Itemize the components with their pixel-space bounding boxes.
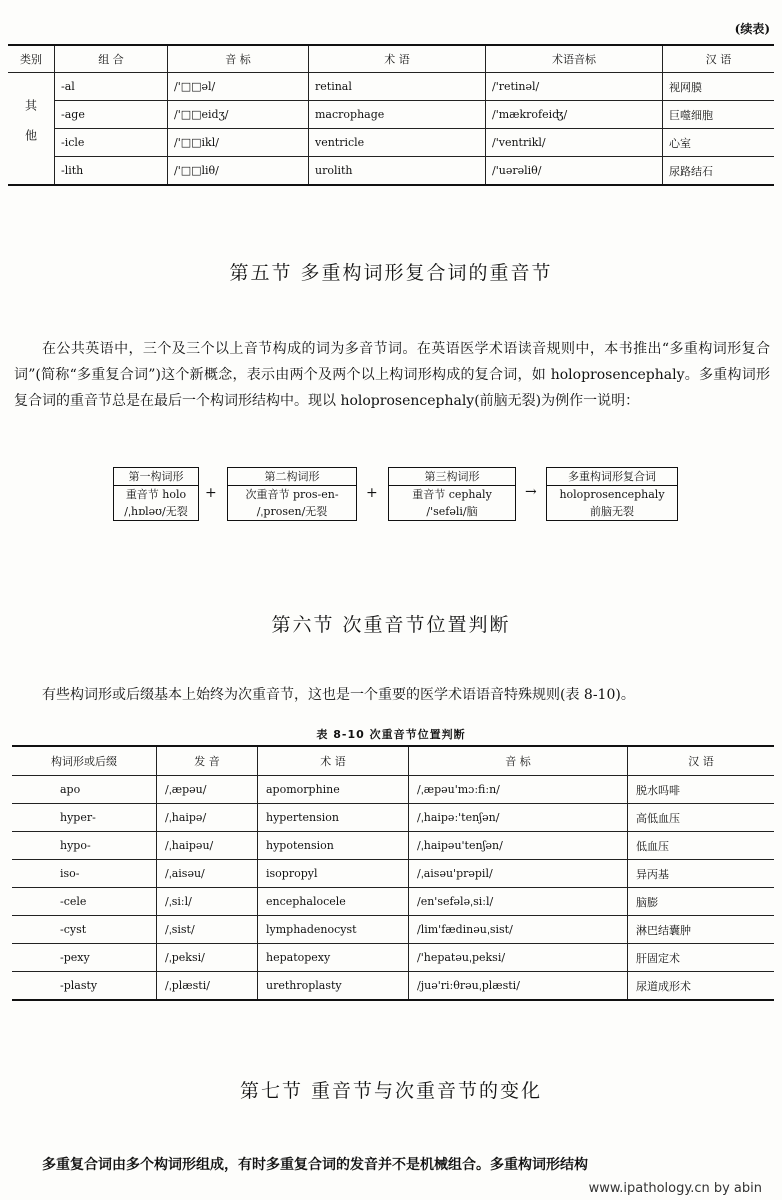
category-cell: 其他: [8, 73, 55, 186]
table-cell: /'retinəl/: [486, 73, 663, 101]
box-title: 第二构词形: [228, 468, 356, 486]
table-row: [12, 916, 774, 944]
table-row: [8, 129, 774, 157]
table-row: [12, 832, 774, 860]
arrow-right-icon: →: [525, 484, 537, 500]
header-cell: 术 语: [309, 45, 486, 73]
table-cell: ventricle: [309, 129, 486, 157]
box-title: 第三构词形: [389, 468, 515, 486]
box-title: 多重构词形复合词: [547, 468, 677, 486]
table-cell: urethroplasty: [258, 972, 409, 1001]
box-line: /ˌhɒləʊ/无裂: [124, 505, 188, 518]
table-cell: /'□□liθ/: [168, 157, 309, 186]
box-title: 第一构词形: [114, 468, 198, 486]
table-cell: /ˌæpəu/: [157, 776, 258, 804]
table-cell: urolith: [309, 157, 486, 186]
table-row: [12, 860, 774, 888]
table-cell: iso-: [12, 860, 157, 888]
table-cell: /ˌhaipə/: [157, 804, 258, 832]
table-cell: /ˌhaipəu'tenʃən/: [409, 832, 628, 860]
table-cell: /'ventrikl/: [486, 129, 663, 157]
section-heading-7: 第七节 重音节与次重音节的变化: [239, 1080, 543, 1102]
box-line: /ˌprosen/无裂: [256, 505, 328, 518]
box-line: /'sefəli/脑: [426, 505, 478, 518]
table-cell: /'hepatəuˌpeksi/: [409, 944, 628, 972]
table-cell: -icle: [55, 129, 168, 157]
table-cell: 尿路结石: [663, 157, 775, 186]
table-cell: hepatopexy: [258, 944, 409, 972]
section-heading-5: 第五节 多重构词形复合词的重音节: [229, 262, 553, 284]
table-cell: apomorphine: [258, 776, 409, 804]
table-cell: /ˌhaipəu/: [157, 832, 258, 860]
header-cell: 组 合: [55, 45, 168, 73]
table-cell: 异丙基: [628, 860, 775, 888]
section6-paragraph: 有些构词形或后缀基本上始终为次重音节，这也是一个重要的医学术语语音特殊规则(表 8-10)。: [42, 687, 635, 703]
diagram-box-second-form: [227, 467, 357, 521]
section5-paragraph: 在公共英语中，三个及三个以上音节构成的词为多音节词。在英语医学术语读音规则中，本书推出“多重构词形复合词”(简称“多重复合词”)这个新概念，表示由两个及两个以上构词形构成的复合词，如 holoprosencephaly。多重构词形复合词的重音节总是在最后一个构词形结构中。现以 holoprosencephaly(前脑无裂)为例作一说明：: [14, 341, 770, 409]
table-cell: hypertension: [258, 804, 409, 832]
diagram-box-third-form: [388, 467, 516, 521]
continued-label: (续表): [734, 22, 770, 36]
diagram-box-compound: [546, 467, 678, 521]
table-cell: /ˌsist/: [157, 916, 258, 944]
table-cell: /'uərəliθ/: [486, 157, 663, 186]
table-cell: /en'sefələˌsiːl/: [409, 888, 628, 916]
section-heading-6: 第六节 次重音节位置判断: [271, 614, 511, 636]
table-cell: -pexy: [12, 944, 157, 972]
box-line: holoprosencephaly: [559, 488, 665, 501]
table-cell: -plasty: [12, 972, 157, 1001]
table-cell: /'□□əl/: [168, 73, 309, 101]
box-line: 重音节 holo: [125, 488, 187, 501]
header-cell: 构词形或后缀: [12, 746, 157, 776]
table-cell: hypo-: [12, 832, 157, 860]
suffix-table: [8, 44, 774, 186]
diagram-box-first-form: [113, 467, 199, 521]
table-row: [12, 944, 774, 972]
table-cell: 肝固定术: [628, 944, 775, 972]
box-line: 次重音节 pros-en-: [245, 488, 339, 501]
plus-sign: +: [205, 485, 217, 501]
table-cell: encephalocele: [258, 888, 409, 916]
table-cell: 心室: [663, 129, 775, 157]
watermark-text: www.ipathology.cn by abin: [588, 1181, 762, 1196]
table-header-row: [8, 45, 774, 73]
table-cell: /'mækrofeiʤ/: [486, 101, 663, 129]
table-cell: /ˌaisəu/: [157, 860, 258, 888]
table-cell: -cele: [12, 888, 157, 916]
table-cell: /ˌhaipəː'tenʃən/: [409, 804, 628, 832]
table-cell: isopropyl: [258, 860, 409, 888]
table-cell: /ˌæpəu'mɔːfiːn/: [409, 776, 628, 804]
table-row: [12, 972, 774, 1001]
table-cell: /lim'fædinəuˌsist/: [409, 916, 628, 944]
table-cell: 脱水吗啡: [628, 776, 775, 804]
table-cell: hypotension: [258, 832, 409, 860]
table-cell: 巨噬细胞: [663, 101, 775, 129]
table-cell: apo: [12, 776, 157, 804]
table-header-row: [12, 746, 774, 776]
table-cell: hyper-: [12, 804, 157, 832]
table-cell: /ˌsiːl/: [157, 888, 258, 916]
table-cell: /'□□ikl/: [168, 129, 309, 157]
table-cell: -age: [55, 101, 168, 129]
header-cell: 发 音: [157, 746, 258, 776]
table-cell: /juə'riːθrəuˌplæsti/: [409, 972, 628, 1001]
table-cell: retinal: [309, 73, 486, 101]
table-cell: /ˌpeksi/: [157, 944, 258, 972]
header-cell: 类别: [8, 45, 55, 73]
table-cell: macrophage: [309, 101, 486, 129]
table-cell: 视网膜: [663, 73, 775, 101]
table-cell: /ˌaisəu'prəpil/: [409, 860, 628, 888]
box-line: 重音节 cephaly: [412, 488, 492, 501]
section7-paragraph: 多重复合词由多个构词形组成，有时多重复合词的发音并不是机械组合。多重构词形结构: [42, 1157, 588, 1173]
box-line: 前脑无裂: [590, 505, 634, 518]
table-cell: -al: [55, 73, 168, 101]
header-cell: 术语音标: [486, 45, 663, 73]
table-cell: lymphadenocyst: [258, 916, 409, 944]
secondary-stress-table: [12, 745, 774, 1001]
table-cell: 低血压: [628, 832, 775, 860]
table-row: [12, 776, 774, 804]
header-cell: 音 标: [409, 746, 628, 776]
header-cell: 术 语: [258, 746, 409, 776]
table-row: [12, 804, 774, 832]
header-cell: 音 标: [168, 45, 309, 73]
header-cell: 汉 语: [663, 45, 775, 73]
table-row: [8, 73, 774, 101]
table-cell: 尿道成形术: [628, 972, 775, 1001]
plus-sign: +: [366, 485, 378, 501]
table-cell: -lith: [55, 157, 168, 186]
header-cell: 汉 语: [628, 746, 775, 776]
table-cell: 高低血压: [628, 804, 775, 832]
table-cell: 淋巴结囊肿: [628, 916, 775, 944]
table-cell: -cyst: [12, 916, 157, 944]
table-row: [8, 157, 774, 186]
table-cell: /ˌplæsti/: [157, 972, 258, 1001]
table-row: [8, 101, 774, 129]
table-cell: /'□□eidʒ/: [168, 101, 309, 129]
table-cell: 脑膨: [628, 888, 775, 916]
table-caption: 表 8-10 次重音节位置判断: [316, 728, 466, 741]
table-row: [12, 888, 774, 916]
